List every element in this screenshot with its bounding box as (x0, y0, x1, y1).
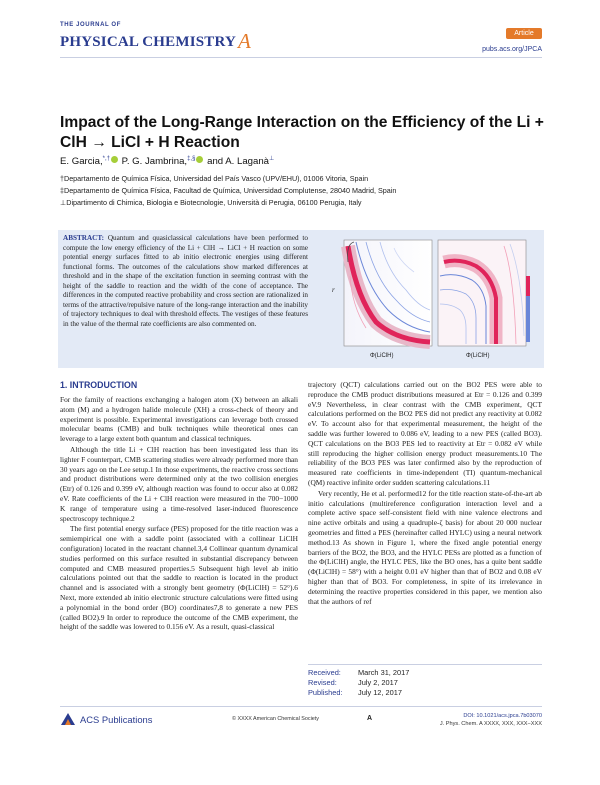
author-jambrina[interactable]: P. G. Jambrina, (121, 156, 188, 168)
article-type-badge: Article (506, 28, 542, 39)
received-label: Received: (308, 668, 341, 677)
published-label: Published: (308, 688, 343, 697)
affiliation-2: ‡Departamento de Química Física, Facultad de Química, Universidad Complutense, 28040 Madrid, Spain (60, 186, 397, 195)
journal-the-label: THE JOURNAL OF (60, 22, 121, 28)
affiliation-1: †Departamento de Química Física, Universidad del País Vasco (UPV/EHU), 01006 Vitoria, Spain (60, 174, 369, 183)
toc-x-label-left: Φ(LiClH) (370, 353, 394, 359)
abstract (63, 234, 308, 329)
section-heading-introduction: 1. INTRODUCTION (60, 380, 138, 390)
author-garcia[interactable]: E. Garcia, (60, 156, 103, 168)
author-jambrina-affil: ‡,§ (187, 156, 196, 162)
orcid-icon[interactable] (196, 156, 203, 163)
author-lagana[interactable]: and A. Laganà (207, 156, 269, 168)
paragraph: trajectory (QCT) calculations carried out on the BO2 PES were able to reproduce the CMB product distributions measured at Etr = 0.126 and 0.399 eV.9 Nevertheless, in clear contrast with the CMB experiment, QCT calculations performed on the BO2 PES did not predict any reactivity at 0.082 eV. To account also for that experimental measurement, the height of the saddle was further lowered to 0.086 eV, leading to a new PES (called BO3). QCT calculations on the BO3 PES led to reactivity at Etr = 0.082 eV while still reproducing the higher collision energy product measurements.10 The reliability of the BO3 PES was later confirmed also by the reproduction of measured rate coefficients in time-independent (TI) quantum-mechanical (QM) reactive infinite order sudden scattering calculations.11 (308, 380, 542, 487)
publisher-name: ACS Publications (80, 713, 153, 725)
doi-link[interactable]: DOI: 10.1021/acs.jpca.7b03070 (463, 713, 542, 719)
revised-label: Revised: (308, 678, 337, 687)
page-number: A (367, 715, 373, 722)
toc-y-label: r (332, 286, 335, 294)
published-date: July 12, 2017 (358, 688, 402, 697)
citation: J. Phys. Chem. A XXXX, XXX, XXX−XXX (439, 721, 542, 727)
paragraph: Very recently, He et al. performed12 for the title reaction state-of-the-art ab initio calculations (multireference configuration interaction level and a complete active space self-consistent field with nine valence electrons and nine active orbitals and using a quadruple-ζ basis) for about 20 000 nuclear geometries and fitted a PES (hereinafter called HYLC) using a neural network method.13 As shown in Figure 1, where the fixed angle potential energy barriers of the BO2, the BO3, and the HYLC PESs are plotted as a function of the Φ(LiClH) angle, the HYLC PES, like the BO ones, has a quite bent saddle (Φ(LiClH) = 58°) with a height 0.01 eV higher than that of BO2 and 0.08 eV higher than that of BO3. For completeness, in spite of its irrelevance in determining the reactive properties considered in this paper, we mention also that the authors of ref (308, 488, 542, 606)
paragraph: The first potential energy surface (PES) proposed for the title reaction was a semiempirical one with a saddle point (associated with a collinear LiClH configuration) located in the reactant channel.3,4 Collinear quantum dynamical studies performed on this surface resulted in substantial discrepancy between computed and CMB measured properties.5 Subsequent high level ab initio calculations pointed out that the saddle to reaction is located in the product channel and is associated with a strongly bent geometry (Φ(LiClH) = 52°).6 Next, more extended ab initio electronic structure calculations were fitted using a polynomial in the bond order (BO) coordinates7,8 to generate a new PES (called BO2).9 In order to reproduce the outcome of the CMB experiment, the height of the saddle was lowered to 0.156 eV. As a result, quasi-classical (60, 524, 298, 632)
header-divider (60, 57, 542, 58)
abstract-label: ABSTRACT: (63, 234, 105, 242)
orcid-icon[interactable] (111, 156, 118, 163)
contour-plot-left (344, 240, 432, 346)
affiliation-3: ⊥Dipartimento di Chimica, Biologia e Biotecnologie, Università di Perugia, 06100 Perugia, Italy (60, 198, 362, 207)
journal-letter: A (238, 29, 251, 53)
left-column (60, 395, 298, 633)
toc-x-label-right: Φ(LiClH) (466, 353, 490, 359)
right-column (308, 380, 542, 607)
author-list (60, 155, 274, 167)
abstract-body: Quantum and quasiclassical calculations have been performed to compute the low energy efficiency of the Li + ClH → LiCl + H reaction on some potential energy surfaces fitted to ab initio electronic energies using different functional forms. The outcomes of the calculations show marked differences at threshold and in the shape of the excitation function in seeming contrast with the height of the saddle to reaction and the width of the cone of acceptance. The differences in the computed reactive probability and cross section are rationalized in terms of the attractive/repulsive nature of the long-range interaction and the inability of trajectory techniques to deal with threshold effects. The vestiges of these features in the value of the thermal rate coefficients are also commented on. (63, 234, 308, 328)
paragraph: For the family of reactions exchanging a halogen atom (X) between an alkali atom (M) and a hydrogen halide molecule (XH) a cross-check of theory and experiment is possible. Experimental investigations can leverage both crossed molecular beams (CMB) and bulk techniques while theoretical ones can leverage to a large extent both quantum and classical techniques. (60, 395, 298, 444)
copyright: © XXXX American Chemical Society (232, 716, 319, 722)
toc-graphic (326, 236, 538, 362)
journal-logo (60, 27, 251, 51)
contour-plot-right (438, 240, 530, 346)
received-date: March 31, 2017 (358, 668, 410, 677)
author-garcia-affil: *,† (102, 156, 110, 162)
doi-block (440, 712, 542, 728)
publication-dates (308, 668, 409, 698)
article-title: Impact of the Long-Range Interaction on the Efficiency of the Li + ClH → LiCl + H Reaction (60, 114, 544, 151)
acs-publications-logo[interactable] (60, 712, 152, 726)
revised-date: July 2, 2017 (358, 678, 398, 687)
author-lagana-affil: ⊥ (269, 156, 275, 162)
footer-divider (60, 706, 542, 707)
paragraph: Although the title Li + ClH reaction has been investigated less than its lighter F counterpart, CMB scattering studies were already performed more than 30 years ago on the Lee setup.1 In those experiments, the reactive cross sections and product distributions were determined only at the two collision energies (Etr) of 0.126 and 0.399 eV, although reaction was found to occur also at 0.082 eV. Rate coefficients of the Li + ClH reaction were measured in the 700−1000 K range of temperature using a time-resolved laser-induced fluorescence spectroscopy technique.2 (60, 444, 298, 523)
journal-name: PHYSICAL CHEMISTRY (60, 34, 237, 50)
journal-url-link[interactable]: pubs.acs.org/JPCA (482, 46, 542, 53)
dates-divider (308, 664, 542, 665)
acs-logo-icon (60, 712, 76, 726)
